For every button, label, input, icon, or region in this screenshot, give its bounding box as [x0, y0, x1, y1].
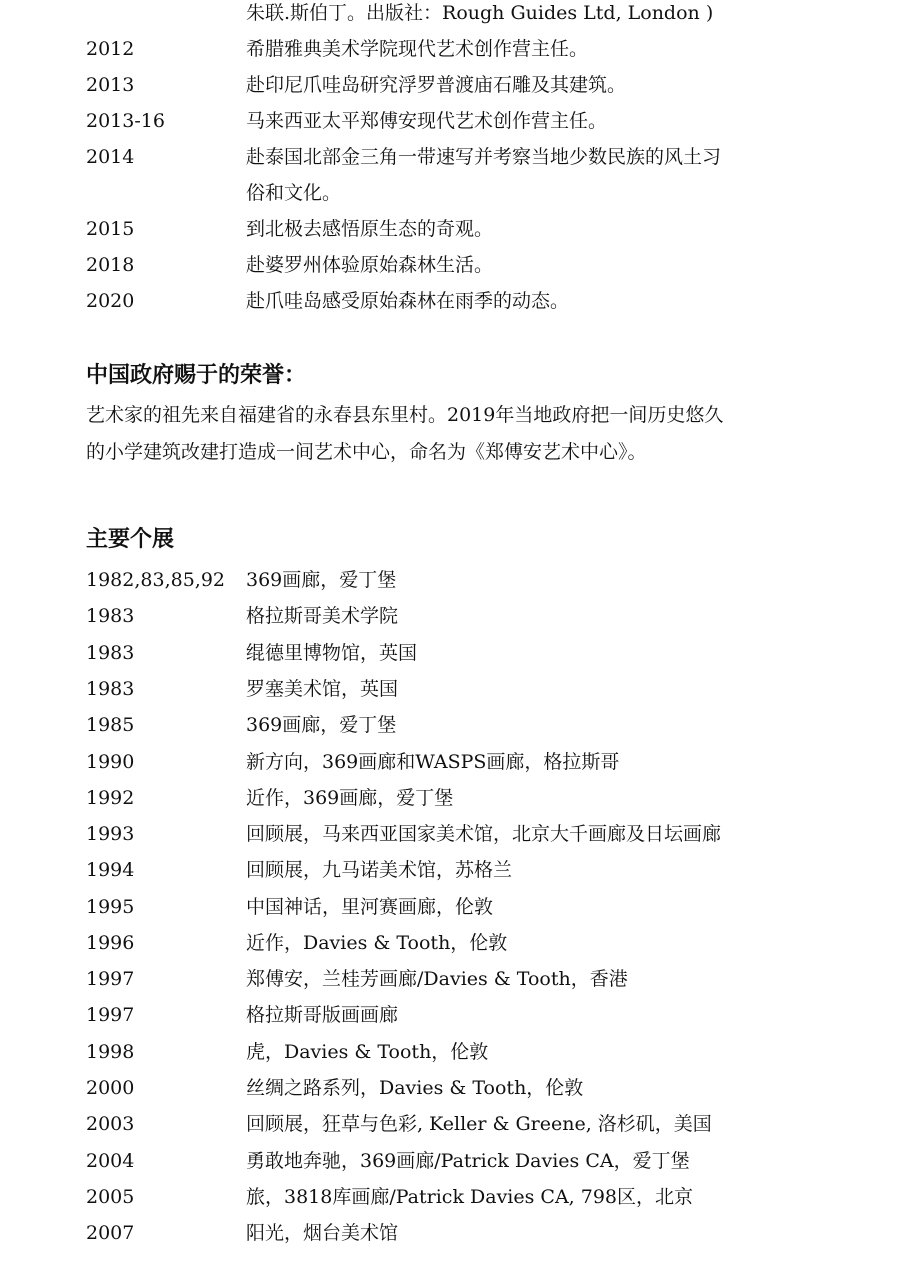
year: 1994: [86, 859, 135, 881]
entry-text: 369画廊，爱丁堡: [246, 569, 397, 591]
year: 1982,83,85,92: [86, 569, 226, 591]
year: 1993: [86, 823, 135, 845]
entry-text: 赴印尼爪哇岛研究浮罗普渡庙石雕及其建筑。: [246, 74, 627, 96]
entry-text: 回顾展，九马诺美术馆，苏格兰: [246, 859, 513, 881]
year: 1983: [86, 678, 135, 700]
entry-text: 希腊雅典美术学院现代艺术创作营主任。: [246, 38, 589, 60]
year: 2013-16: [86, 110, 165, 132]
entry-text: 新方向，369画廊和WASPS画廊，格拉斯哥: [246, 751, 620, 773]
entry-text: 丝绸之路系列，Davies & Tooth，伦敦: [246, 1077, 584, 1099]
entry-continuation: 俗和文化。: [246, 182, 342, 204]
year: 2013: [86, 74, 135, 96]
entry-text: 旅，3818库画廊/Patrick Davies CA, 798区，北京: [246, 1186, 694, 1208]
year: 1992: [86, 787, 135, 809]
entry-text: 郑傅安，兰桂芳画廊/Davies & Tooth，香港: [246, 968, 628, 990]
year: 1983: [86, 642, 135, 664]
year: 2018: [86, 254, 135, 276]
entry-text: 赴婆罗州体验原始森林生活。: [246, 254, 494, 276]
entry-text: 绲德里博物馆，英国: [246, 642, 418, 664]
year: 1983: [86, 605, 135, 627]
year: 1998: [86, 1041, 135, 1063]
year: 2000: [86, 1077, 135, 1099]
honors-paragraph-line: 艺术家的祖先来自福建省的永春县东里村。2019年当地政府把一间历史悠久: [86, 404, 724, 426]
year: 2015: [86, 218, 135, 240]
entry-text: 回顾展，马来西亚国家美术馆，北京大千画廊及日坛画廊: [246, 823, 722, 845]
section-heading-solo-exhibitions: 主要个展: [86, 527, 175, 552]
continuation-line: 朱联.斯伯丁。出版社：Rough Guides Ltd, London ): [246, 2, 714, 24]
entry-text: 中国神话，里河赛画廊，伦敦: [246, 896, 494, 918]
entry-text: 马来西亚太平郑傅安现代艺术创作营主任。: [246, 110, 608, 132]
entry-text: 格拉斯哥美术学院: [246, 605, 399, 627]
year: 1997: [86, 968, 135, 990]
year: 2005: [86, 1186, 135, 1208]
entry-text: 赴爪哇岛感受原始森林在雨季的动态。: [246, 290, 570, 312]
year: 2003: [86, 1113, 135, 1135]
year: 2020: [86, 290, 135, 312]
entry-text: 虎，Davies & Tooth，伦敦: [246, 1041, 489, 1063]
entry-text: 到北极去感悟原生态的奇观。: [246, 218, 494, 240]
year: 2012: [86, 38, 135, 60]
entry-text: 赴泰国北部金三角一带速写并考察当地少数民族的风土习: [246, 146, 722, 168]
entry-text: 近作，Davies & Tooth，伦敦: [246, 932, 508, 954]
year: 2004: [86, 1150, 135, 1172]
year: 1985: [86, 714, 135, 736]
year: 1997: [86, 1004, 135, 1026]
entry-text: 格拉斯哥版画画廊: [246, 1004, 399, 1026]
year: 1995: [86, 896, 135, 918]
year: 2014: [86, 146, 135, 168]
entry-text: 近作，369画廊，爱丁堡: [246, 787, 454, 809]
entry-text: 罗塞美术馆，英国: [246, 678, 399, 700]
section-heading-honors: 中国政府赐于的荣誉：: [86, 363, 307, 388]
entry-text: 勇敢地奔驰，369画廊/Patrick Davies CA，爱丁堡: [246, 1150, 690, 1172]
honors-paragraph-line: 的小学建筑改建打造成一间艺术中心，命名为《郑傅安艺术中心》。: [86, 441, 647, 463]
entry-text: 369画廊，爱丁堡: [246, 714, 397, 736]
entry-text: 阳光，烟台美术馆: [246, 1222, 399, 1244]
year: 2007: [86, 1222, 135, 1244]
year: 1990: [86, 751, 135, 773]
entry-text: 回顾展，狂草与色彩, Keller & Greene, 洛杉矶，美国: [246, 1113, 712, 1135]
year: 1996: [86, 932, 135, 954]
